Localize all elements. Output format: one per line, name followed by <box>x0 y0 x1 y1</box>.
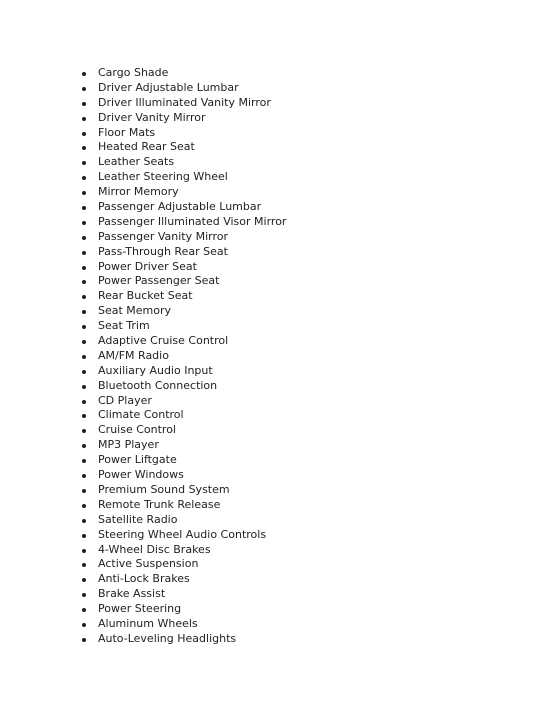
bullet-icon <box>82 563 86 567</box>
list-item-text: Satellite Radio <box>98 512 178 526</box>
list-item-text: Auxiliary Audio Input <box>98 363 213 377</box>
list-item-text: Auto-Leveling Headlights <box>98 631 237 645</box>
list-item-text: Seat Memory <box>98 304 172 318</box>
bullet-icon <box>82 578 86 582</box>
bullet-icon <box>82 534 86 538</box>
bullet-icon <box>82 191 86 195</box>
bullet-icon <box>82 519 86 523</box>
list-item-text: MP3 Player <box>98 438 159 452</box>
bullet-icon <box>82 638 86 642</box>
list-item-text: Cruise Control <box>98 423 176 437</box>
list-item <box>80 572 286 587</box>
list-item <box>80 334 286 349</box>
list-item <box>80 304 286 319</box>
bullet-icon <box>82 102 86 106</box>
list-item-text: Floor Mats <box>98 125 156 139</box>
list-item-text: Brake Assist <box>98 587 166 601</box>
list-item <box>80 215 286 230</box>
bullet-icon <box>82 280 86 284</box>
bullet-icon <box>82 295 86 299</box>
list-item <box>80 81 286 96</box>
bullet-icon <box>82 72 86 76</box>
bullet-icon <box>82 593 86 597</box>
list-item <box>80 483 286 498</box>
list-item <box>80 408 286 423</box>
list-item <box>80 126 286 141</box>
list-item <box>80 245 286 260</box>
list-item <box>80 632 286 647</box>
bullet-icon <box>82 385 86 389</box>
list-item <box>80 617 286 632</box>
list-item-text: Heated Rear Seat <box>98 140 195 154</box>
bullet-icon <box>82 549 86 553</box>
list-item <box>80 379 286 394</box>
list-item-text: Passenger Adjustable Lumbar <box>98 200 262 214</box>
list-item <box>80 349 286 364</box>
bullet-icon <box>82 474 86 478</box>
list-item-text: Driver Adjustable Lumbar <box>98 80 239 94</box>
list-item-text: 4-Wheel Disc Brakes <box>98 542 211 556</box>
bullet-icon <box>82 161 86 165</box>
list-item <box>80 155 286 170</box>
bullet-icon <box>82 489 86 493</box>
list-item <box>80 289 286 304</box>
bullet-icon <box>82 459 86 463</box>
bullet-icon <box>82 132 86 136</box>
list-item-text: AM/FM Radio <box>98 348 169 362</box>
list-item <box>80 96 286 111</box>
list-item <box>80 528 286 543</box>
bullet-icon <box>82 251 86 255</box>
list-item-text: Power Driver Seat <box>98 259 197 273</box>
list-item <box>80 543 286 558</box>
list-item-text: CD Player <box>98 393 152 407</box>
list-item-text: Climate Control <box>98 408 184 422</box>
list-item-text: Aluminum Wheels <box>98 616 198 630</box>
list-item <box>80 140 286 155</box>
bullet-icon <box>82 623 86 627</box>
bullet-icon <box>82 146 86 150</box>
list-item <box>80 200 286 215</box>
bullet-icon <box>82 221 86 225</box>
list-item <box>80 468 286 483</box>
list-item-text: Pass-Through Rear Seat <box>98 244 228 258</box>
bullet-icon <box>82 608 86 612</box>
list-item-text: Leather Seats <box>98 155 175 169</box>
bullet-icon <box>82 176 86 180</box>
list-item-text: Remote Trunk Release <box>98 497 221 511</box>
list-item-text: Passenger Vanity Mirror <box>98 229 229 243</box>
list-item <box>80 185 286 200</box>
list-item-text: Power Passenger Seat <box>98 274 220 288</box>
list-item <box>80 319 286 334</box>
list-item-text: Rear Bucket Seat <box>98 289 193 303</box>
list-item-text: Passenger Illuminated Visor Mirror <box>98 214 287 228</box>
bullet-icon <box>82 355 86 359</box>
list-item <box>80 587 286 602</box>
list-item <box>80 498 286 513</box>
bullet-icon <box>82 444 86 448</box>
list-item-text: Cargo Shade <box>98 66 169 79</box>
bullet-icon <box>82 266 86 270</box>
list-item <box>80 423 286 438</box>
bullet-icon <box>82 310 86 314</box>
list-item <box>80 111 286 126</box>
list-item-text: Active Suspension <box>98 557 199 571</box>
list-item <box>80 170 286 185</box>
list-item-text: Driver Vanity Mirror <box>98 110 206 124</box>
list-item <box>80 274 286 289</box>
list-item <box>80 230 286 245</box>
list-item-text: Seat Trim <box>98 319 150 333</box>
list-item <box>80 513 286 528</box>
bullet-icon <box>82 325 86 329</box>
list-item-text: Mirror Memory <box>98 185 179 199</box>
list-item <box>80 438 286 453</box>
list-item <box>80 394 286 409</box>
list-item <box>80 602 286 617</box>
bullet-icon <box>82 504 86 508</box>
list-item-text: Power Windows <box>98 468 184 482</box>
bullet-icon <box>82 400 86 404</box>
list-item <box>80 364 286 379</box>
list-item-text: Steering Wheel Audio Controls <box>98 527 267 541</box>
bullet-icon <box>82 117 86 121</box>
list-item-text: Power Liftgate <box>98 453 177 467</box>
bullet-icon <box>82 370 86 374</box>
list-item-text: Anti-Lock Brakes <box>98 572 190 586</box>
bullet-icon <box>82 414 86 418</box>
feature-list <box>80 66 286 647</box>
list-item-text: Power Steering <box>98 602 182 616</box>
list-item-text: Adaptive Cruise Control <box>98 334 229 348</box>
list-item-text: Driver Illuminated Vanity Mirror <box>98 95 271 109</box>
list-item <box>80 260 286 275</box>
list-item-text: Bluetooth Connection <box>98 378 218 392</box>
list-item <box>80 453 286 468</box>
bullet-icon <box>82 206 86 210</box>
bullet-icon <box>82 236 86 240</box>
list-item-text: Leather Steering Wheel <box>98 170 228 184</box>
list-item <box>80 66 286 81</box>
bullet-icon <box>82 340 86 344</box>
bullet-icon <box>82 429 86 433</box>
list-item <box>80 557 286 572</box>
bullet-icon <box>82 87 86 91</box>
list-item-text: Premium Sound System <box>98 482 230 496</box>
